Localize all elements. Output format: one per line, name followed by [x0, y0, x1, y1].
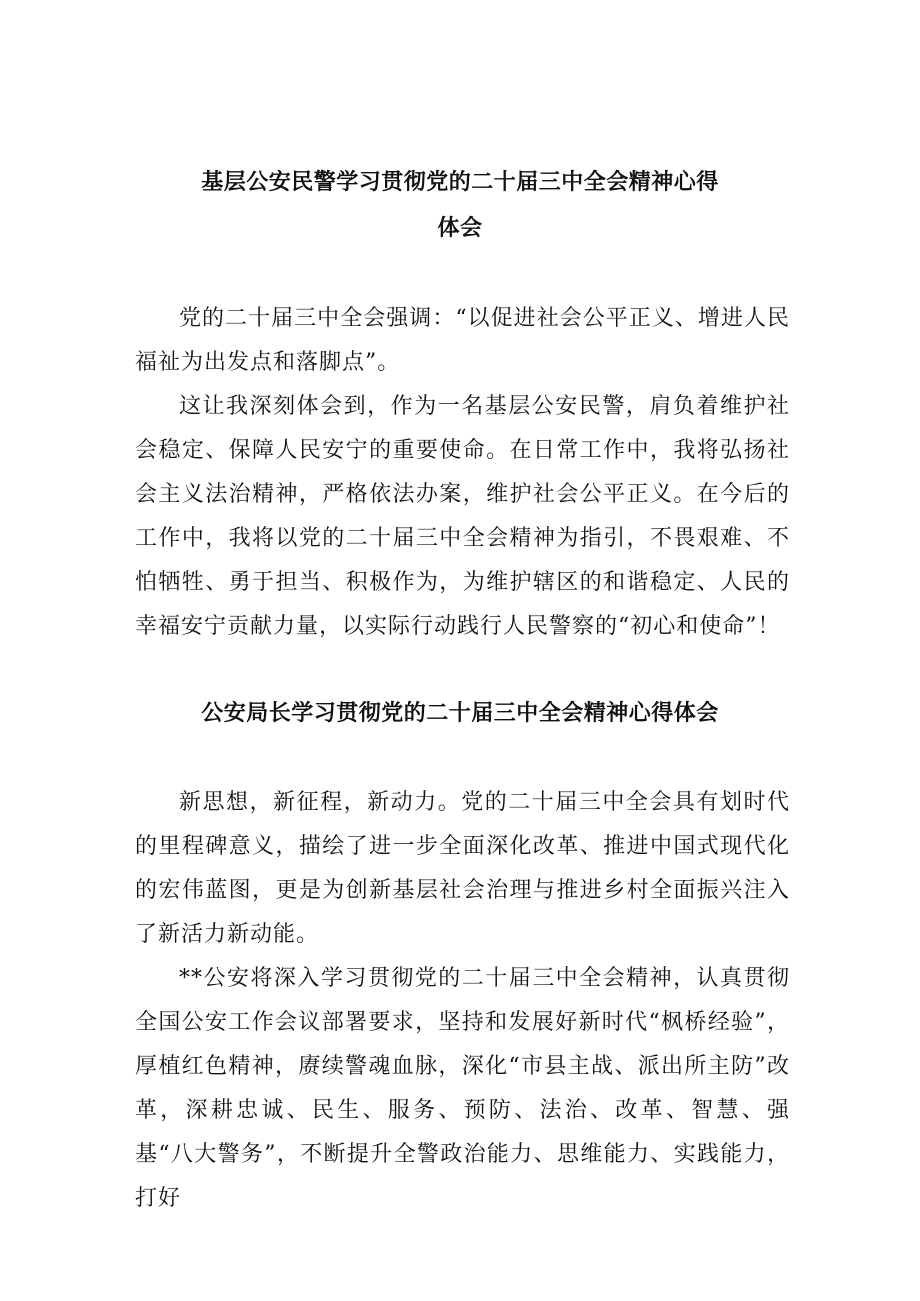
- article-2-paragraph-2: **公安将深入学习贯彻党的二十届三中全会精神，认真贯彻全国公安工作会议部署要求，坚持和发展好新时代“枫桥经验”，厚植红色精神，赓续警魂血脉，深化“市县主战、派出所主防”改革，深耕忠诚、民生、服务、预防、法治、改革、智慧、强基“八大警务”，不断提升全警政治能力、思维能力、实践能力，打好: [135, 966, 790, 1211]
- article-1-paragraph-2: 这让我深刻体会到，作为一名基层公安民警，肩负着维护社会稳定、保障人民安宁的重要使命。在日常工作中，我将弘扬社会主义法治精神，严格依法办案，维护社会公平正义。在今后的工作中，我将以党的二十届三中全会精神为指引，不畏艰难、不怕牺牲、勇于担当、积极作为，为维护辖区的和谐稳定、人民的幸福安宁贡献力量，以实际行动践行人民警察的“初心和使命”！: [135, 394, 790, 639]
- article-1-title-line-1: 基层公安民警学习贯彻党的二十届三中全会精神心得: [201, 169, 719, 195]
- article-1-title-line-2: 体会: [437, 215, 483, 241]
- article-1-title: [0, 159, 920, 251]
- article-2-title: 公安局长学习贯彻党的二十届三中全会精神心得体会: [201, 700, 719, 726]
- article-2-paragraph-1: 新思想，新征程，新动力。党的二十届三中全会具有划时代的里程碑意义，描绘了进一步全面深化改革、推进中国式现代化的宏伟蓝图，更是为创新基层社会治理与推进乡村全面振兴注入了新活力新动能。: [135, 790, 790, 947]
- article-1-paragraph-1: 党的二十届三中全会强调：“以促进社会公平正义、增进人民福祉为出发点和落脚点”。: [135, 306, 790, 375]
